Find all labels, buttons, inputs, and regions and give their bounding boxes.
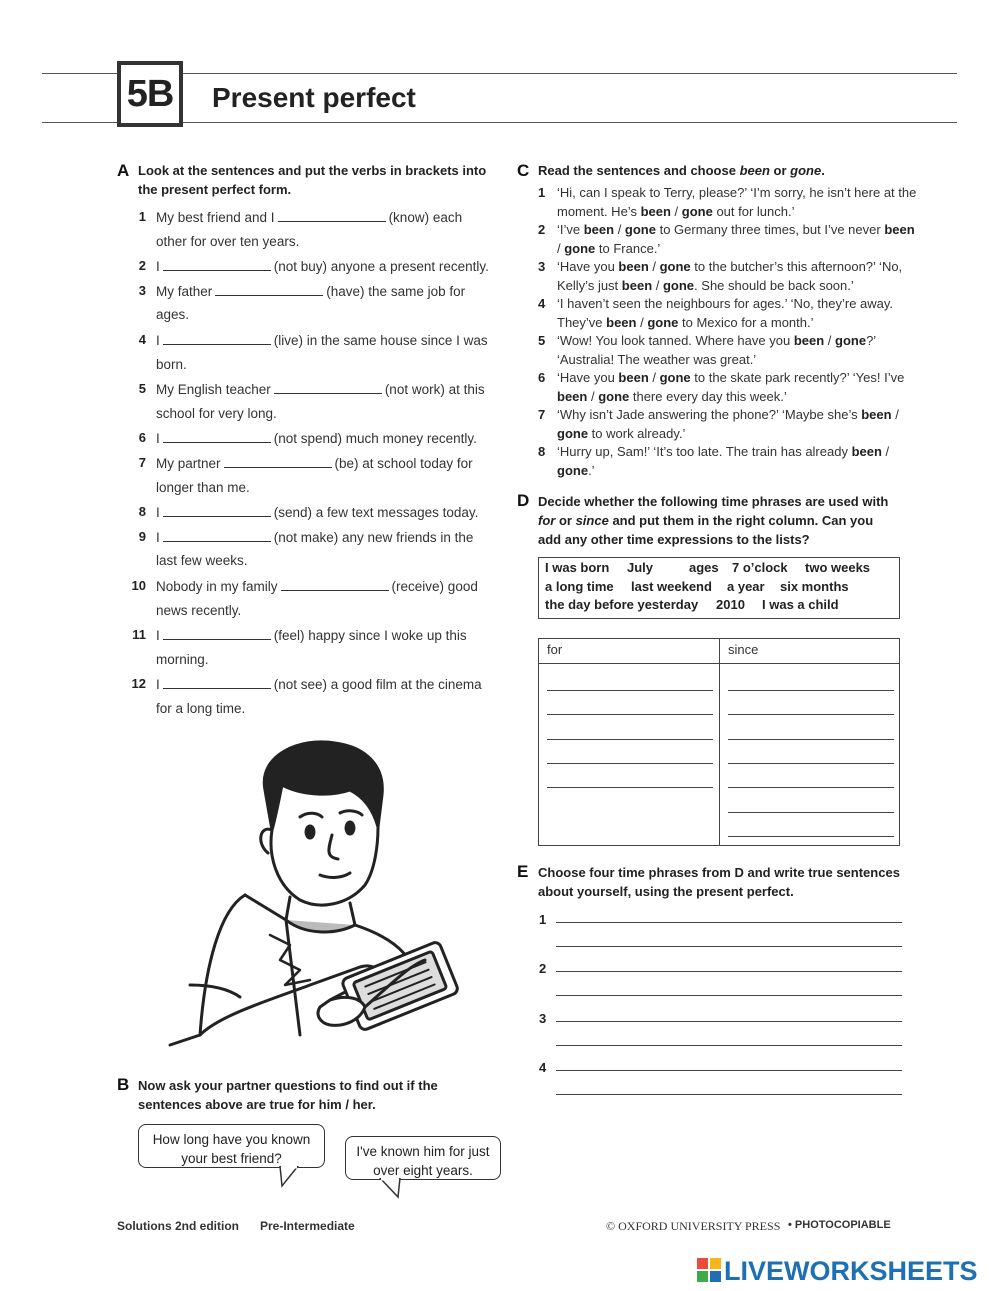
exercise-c-sentence[interactable]: ‘Why isn’t Jade answering the phone?’ ‘Maybe she’s been / gone to work already.’: [557, 407, 899, 441]
sentence-end: (feel) happy since I woke up this: [273, 628, 467, 644]
time-phrase[interactable]: ages: [689, 560, 719, 575]
exercise-a-sentence: [156, 676, 482, 692]
speech-bubble-answer: I've known him for just over eight years.: [345, 1136, 501, 1180]
section-d-instruction: Decide whether the following time phrases are used with for or since and put them in the right column. Can you add any other time expressions to the lists?: [538, 494, 889, 547]
exercise-c-sentence[interactable]: ‘I’ve been / gone to Germany three times, but I’ve never been / gone to France.’: [557, 222, 915, 256]
exercise-c-number: 7: [538, 407, 546, 422]
exercise-e-writing-line[interactable]: [556, 1021, 902, 1022]
sentence-end: (receive) good: [391, 579, 478, 594]
column-header-for: for: [547, 642, 563, 657]
exercise-a-sentence: [156, 455, 473, 471]
exercise-e-writing-line[interactable]: [556, 1070, 902, 1071]
man-with-phone-illustration: [160, 735, 460, 1050]
sentence-start: I: [156, 628, 160, 644]
time-phrase[interactable]: 7 o’clock: [732, 560, 788, 575]
answer-blank[interactable]: [274, 381, 382, 394]
answer-blank[interactable]: [163, 430, 271, 443]
exercise-c-number: 1: [538, 185, 546, 200]
exercise-a-number: 3: [138, 282, 146, 298]
sentence-end: (not buy) anyone a present recently.: [273, 259, 489, 275]
exercise-a-sentence-continuation: school for very long.: [156, 405, 277, 421]
since-answer-line[interactable]: [728, 812, 894, 813]
since-answer-line[interactable]: [728, 836, 894, 837]
for-answer-line[interactable]: [547, 739, 713, 740]
exercise-a-sentence: [156, 578, 478, 594]
since-answer-line[interactable]: [728, 690, 894, 691]
time-phrase[interactable]: I was a child: [762, 597, 839, 612]
exercise-c-number: 2: [538, 222, 546, 237]
time-phrase[interactable]: I was born: [545, 560, 610, 575]
exercise-e-writing-line[interactable]: [556, 922, 902, 923]
sentence-end: (not spend) much money recently.: [273, 431, 477, 447]
liveworksheets-brand[interactable]: LIVEWORKSHEETS: [724, 1256, 978, 1286]
answer-blank[interactable]: [163, 258, 271, 271]
section-b-instruction: Now ask your partner questions to find out if the sentences above are true for him / her.: [138, 1078, 438, 1112]
exercise-e-writing-line[interactable]: [556, 1045, 902, 1046]
answer-blank[interactable]: [163, 504, 271, 517]
exercise-c-sentence[interactable]: ‘I haven’t seen the neighbours for ages.’ ‘No, they’re away. They’ve been / gone to Mexico for a month.’: [557, 296, 894, 330]
exercise-a-number: 10: [131, 578, 146, 593]
exercise-c-sentence[interactable]: ‘Hi, can I speak to Terry, please?’ ‘I’m sorry, he isn’t here at the moment. He’s been / gone out for lunch.’: [557, 185, 917, 219]
section-c-letter: C: [517, 161, 530, 180]
exercise-a-sentence-continuation: ages.: [156, 307, 190, 323]
answer-blank[interactable]: [224, 455, 332, 468]
unit-badge: 5B: [117, 61, 183, 127]
exercise-c-sentence[interactable]: ‘Wow! You look tanned. Where have you been / gone?’ ‘Australia! The weather was great.’: [557, 333, 876, 367]
answer-blank[interactable]: [278, 209, 386, 222]
exercise-a-sentence-continuation: morning.: [156, 651, 209, 667]
exercise-e-number: 3: [539, 1010, 547, 1026]
footer-book-title: Solutions 2nd edition: [117, 1219, 239, 1233]
answer-blank[interactable]: [281, 578, 389, 591]
sentence-start: I: [156, 505, 160, 521]
exercise-a-sentence: [156, 529, 473, 545]
sentence-end: (know) each: [388, 210, 463, 225]
exercise-a-sentence-continuation: last few weeks.: [156, 553, 248, 569]
for-answer-line[interactable]: [547, 787, 713, 788]
for-answer-line[interactable]: [547, 763, 713, 764]
time-phrase[interactable]: two weeks: [805, 560, 871, 575]
exercise-a-number: 5: [138, 381, 146, 397]
exercise-a-sentence: [156, 209, 462, 225]
sentence-end: (not work) at this: [384, 382, 485, 398]
exercise-c-number: 5: [538, 333, 546, 348]
time-phrase[interactable]: a long time: [545, 578, 614, 594]
exercise-c-number: 4: [538, 296, 546, 311]
section-c-instruction: Read the sentences and choose been or gone.: [538, 163, 825, 178]
section-e-letter: E: [517, 862, 529, 881]
sentence-end: (live) in the same house since I was: [273, 333, 488, 348]
sentence-end: (send) a few text messages today.: [273, 505, 479, 521]
since-answer-line[interactable]: [728, 763, 894, 764]
exercise-c-number: 6: [538, 370, 546, 385]
answer-blank[interactable]: [163, 676, 271, 689]
section-a-letter: A: [117, 161, 130, 180]
liveworksheets-logo-icon: [697, 1258, 721, 1282]
exercise-a-number: 2: [138, 258, 146, 274]
exercise-a-number: 8: [138, 504, 146, 520]
since-answer-line[interactable]: [728, 787, 894, 788]
answer-blank[interactable]: [163, 627, 271, 640]
exercise-c-sentence[interactable]: ‘Have you been / gone to the butcher’s this afternoon?’ ‘No, Kelly’s just been / gone. She should be back soon.’: [557, 259, 903, 293]
speech-bubble-question: How long have you known your best friend?: [138, 1124, 325, 1168]
column-header-since: since: [728, 642, 759, 657]
exercise-e-writing-line[interactable]: [556, 946, 902, 947]
for-since-table: [538, 638, 900, 846]
sentence-start: I: [156, 333, 160, 348]
exercise-e-number: 2: [539, 961, 547, 977]
sentence-start: I: [156, 259, 160, 275]
exercise-a-sentence: [156, 381, 485, 397]
sentence-end: (not see) a good film at the cinema: [273, 677, 482, 693]
exercise-a-number: 4: [138, 332, 146, 347]
exercise-a-sentence-continuation: other for over ten years.: [156, 233, 300, 249]
exercise-c-number: 8: [538, 444, 546, 459]
since-answer-line[interactable]: [728, 714, 894, 715]
sentence-end: (be) at school today for: [334, 456, 473, 471]
time-phrase[interactable]: six months: [780, 578, 849, 594]
exercise-a-number: 6: [138, 430, 146, 446]
section-e-instruction: Choose four time phrases from D and write true sentences about yourself, using the present perfect.: [538, 865, 900, 899]
time-phrase[interactable]: last weekend: [631, 578, 712, 594]
answer-blank[interactable]: [163, 332, 271, 345]
answer-blank[interactable]: [163, 529, 271, 542]
exercise-e-writing-line[interactable]: [556, 1094, 902, 1095]
exercise-a-number: 12: [131, 676, 146, 692]
since-answer-line[interactable]: [728, 739, 894, 740]
time-phrase[interactable]: 2010: [716, 597, 745, 612]
exercise-a-sentence: [156, 258, 489, 274]
exercise-e-writing-line[interactable]: [556, 995, 902, 996]
exercise-e-number: 1: [539, 912, 547, 927]
exercise-a-sentence: [156, 504, 478, 520]
exercise-c-sentence[interactable]: ‘Hurry up, Sam!’ ‘It’s too late. The train has already been / gone.’: [557, 444, 890, 478]
sentence-start: I: [156, 431, 160, 447]
time-phrase[interactable]: the day before yesterday: [545, 597, 699, 612]
sentence-start: I: [156, 677, 160, 693]
exercise-a-sentence-continuation: news recently.: [156, 602, 242, 618]
section-a-instruction: Look at the sentences and put the verbs in brackets into the present perfect form.: [138, 163, 487, 197]
exercise-c-sentence[interactable]: ‘Have you been / gone to the skate park recently?’ ‘Yes! I’ve been / gone there every day this week.’: [557, 370, 905, 404]
time-phrase[interactable]: a year: [727, 578, 765, 594]
for-answer-line[interactable]: [547, 714, 713, 715]
sentence-start: I: [156, 529, 160, 545]
section-b-letter: B: [117, 1075, 130, 1094]
exercise-a-number: 11: [132, 627, 146, 643]
exercise-a-sentence: [156, 430, 477, 446]
time-phrases-box: [538, 557, 900, 619]
answer-blank[interactable]: [215, 283, 323, 296]
footer-photocopiable: • PHOTOCOPIABLE: [788, 1219, 891, 1231]
exercise-a-sentence-continuation: for a long time.: [156, 701, 246, 716]
sentence-start: My father: [156, 283, 213, 299]
exercise-a-number: 9: [138, 528, 146, 544]
for-answer-line[interactable]: [547, 690, 713, 691]
sentence-end: (have) the same job for: [326, 283, 466, 299]
sentence-start: My best friend and I: [156, 210, 275, 225]
exercise-a-sentence: [156, 627, 467, 643]
sentence-end: (not make) any new friends in the: [273, 529, 474, 545]
footer-level: Pre-Intermediate: [260, 1219, 355, 1233]
speech-bubble-answer-tail: [378, 1178, 408, 1200]
sentence-start: My partner: [156, 456, 221, 471]
sentence-start: Nobody in my family: [156, 579, 278, 594]
exercise-e-writing-line[interactable]: [556, 971, 902, 972]
exercise-e-number: 4: [539, 1059, 547, 1075]
section-d-letter: D: [517, 491, 530, 510]
footer-publisher: © OXFORD UNIVERSITY PRESS: [606, 1219, 781, 1233]
exercise-a-sentence-continuation: born.: [156, 356, 187, 372]
sentence-start: My English teacher: [156, 382, 271, 398]
exercise-a-number: 7: [138, 455, 146, 470]
page-title: Present perfect: [212, 82, 416, 113]
exercise-a-sentence: [156, 332, 488, 348]
time-phrase[interactable]: July: [627, 560, 654, 575]
exercise-a-number: 1: [138, 209, 146, 224]
speech-bubble-question-tail: [278, 1166, 308, 1188]
exercise-a-sentence: [156, 283, 465, 299]
exercise-c-number: 3: [538, 259, 546, 274]
exercise-a-sentence-continuation: longer than me.: [156, 479, 250, 495]
table-column-divider: [719, 639, 720, 845]
